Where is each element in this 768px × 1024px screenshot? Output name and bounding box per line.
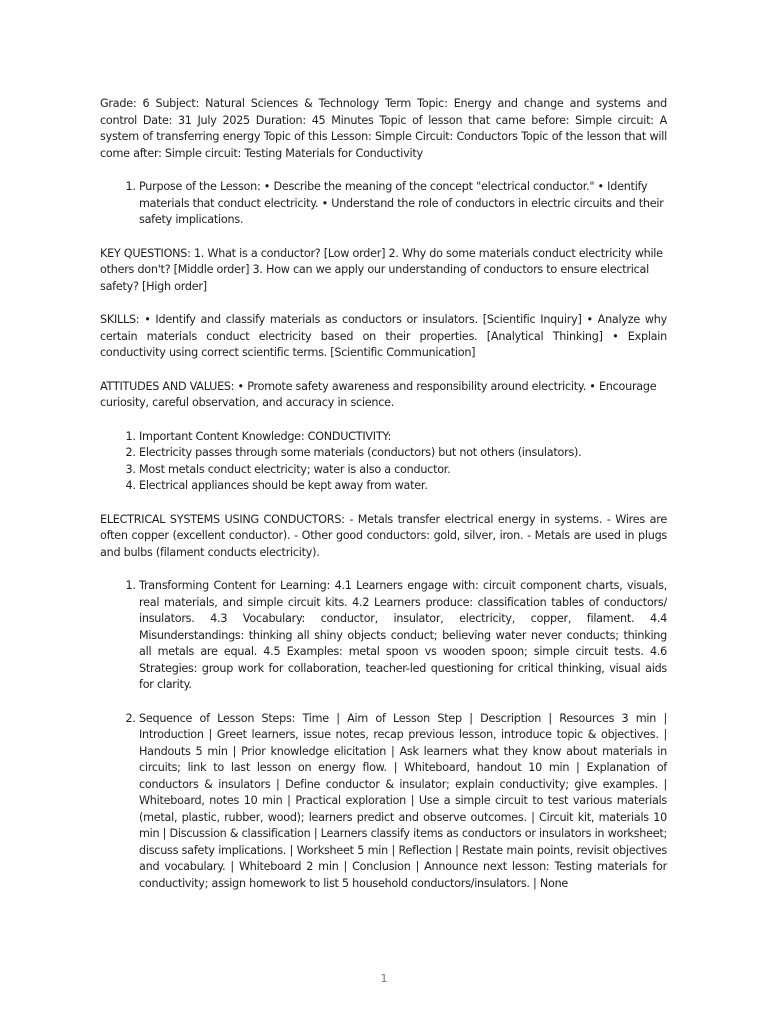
content-knowledge-list [100, 429, 667, 495]
purpose-item: 1. Purpose of the Lesson: • Describe the meaning of the concept "electrical conductor." • Identify materials that conduct electricity. • Understand the role of conductors in electric circuits and their safety implications. [139, 179, 667, 229]
purpose-list [100, 179, 667, 229]
attitudes-paragraph: ATTITUDES AND VALUES: • Promote safety awareness and responsibility around electricity. • Encourage curiosity, careful observation, and accuracy in science. [100, 379, 657, 409]
content-item: 3. Most metals conduct electricity; water is also a conductor. [139, 462, 667, 479]
key-questions-paragraph: KEY QUESTIONS: 1. What is a conductor? [Low order] 2. Why do some materials conduct electricity while others don't? [Middle order] 3. How can we apply our understanding of conductors to ensure electrical safety? [High order] [100, 246, 663, 293]
skills-paragraph: SKILLS: • Identify and classify materials as conductors or insulators. [Scientific Inquiry] • Analyze why certain materials conduct electricity based on their properties. [Analytical Thinking] • Explain conductivity using correct scientific terms. [Scientific Communication] [100, 313, 667, 359]
content-item: 2. Electricity passes through some materials (conductors) but not others (insulators). [139, 445, 667, 462]
lesson-header-paragraph: Grade: 6 Subject: Natural Sciences & Technology Term Topic: Energy and change and systems and control Date: 31 July 2025 Duration: 45 Minutes Topic of lesson that came before: Simple circuit: A system of transferring energy Topic of this Lesson: Simple Circuit: Conductors Topic of the lesson that will come after: Simple circuit: Testing Materials for Conductivity [100, 97, 667, 160]
transforming-content-item: 1. Transforming Content for Learning: 4.1 Learners engage with: circuit component charts, visuals, real materials, and simple circuit kits. 4.2 Learners produce: classification tables of conductors/ insulators. 4.3 Vocabulary: conductor, insulator, electricity, copper, filament. 4.4 Misunderstandings: thinking all shiny objects conduct; believing water never conducts; thinking all metals are equal. 4.5 Examples: metal spoon vs wooden spoon; simple circuit tests. 4.6 Strategies: group work for collaboration, teacher-led questioning for critical thinking, visual aids for clarity. [139, 578, 667, 694]
lesson-plan-list [100, 578, 667, 892]
content-item: 1. Important Content Knowledge: CONDUCTIVITY: [139, 429, 667, 446]
content-item: 4. Electrical appliances should be kept away from water. [139, 478, 667, 495]
electrical-systems-paragraph: ELECTRICAL SYSTEMS USING CONDUCTORS: - Metals transfer electrical energy in systems. - Wires are often copper (excellent conductor). - Other good conductors: gold, silver, iron. - Metals are used in plugs and bulbs (filament conducts electricity). [100, 512, 667, 559]
page-number: 1 [380, 972, 388, 985]
lesson-sequence-item: 2. Sequence of Lesson Steps: Time | Aim of Lesson Step | Description | Resources 3 min | Introduction | Greet learners, issue notes, recap previous lesson, introduce topic & objectives. | Handouts 5 min | Prior knowledge elicitation | Ask learners what they know about materials in circuits; link to last lesson on energy flow. | Whiteboard, handout 10 min | Explanation of conductors & insulators | Define conductor & insulator; explain conductivity; give examples. | Whiteboard, notes 10 min | Practical exploration | Use a simple circuit to test various materials (metal, plastic, rubber, wood); learners predict and observe outcomes. | Circuit kit, materials 10 min | Discussion & classification | Learners classify items as conductors or insulators in worksheet; discuss safety implications. | Worksheet 5 min | Reflection | Restate main points, revisit objectives and vocabulary. | Whiteboard 2 min | Conclusion | Announce next lesson: Testing materials for conductivity; assign homework to list 5 household conductors/insulators. | None [139, 711, 667, 893]
document-body [100, 96, 667, 909]
